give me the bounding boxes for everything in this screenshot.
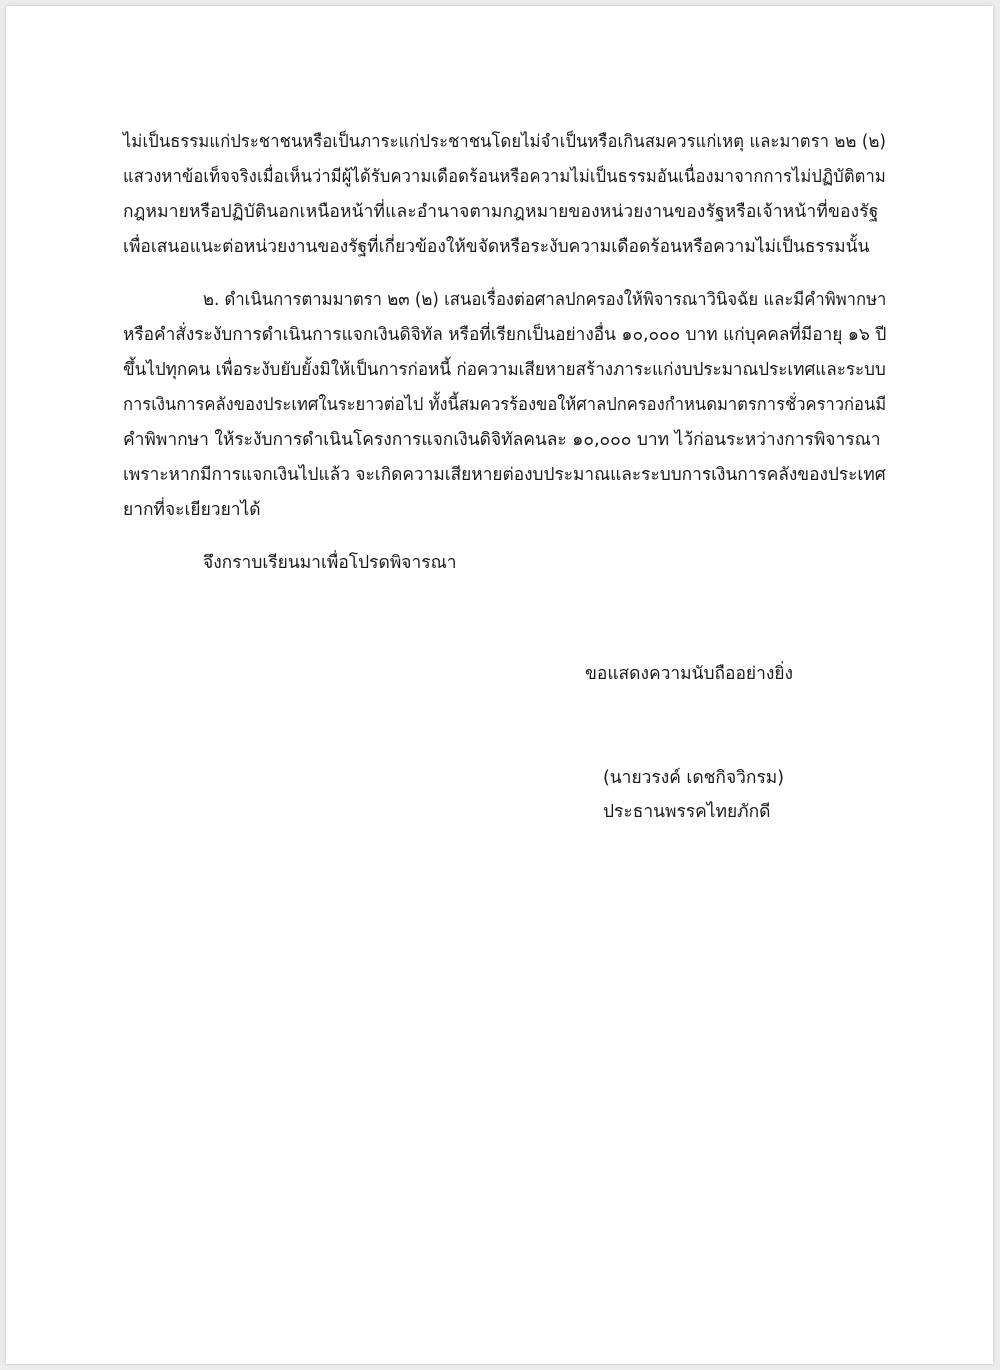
paragraph2-line-6: เพราะหากมีการแจกเงินไปแล้ว จะเกิดความเสียหายต่องบประมาณและระบบการเงินการคลังของประเทศ — [123, 465, 886, 485]
paragraph2-line-3: ขึ้นไปทุกคน เพื่อระงับยับยั้งมิให้เป็นการก่อหนี้ ก่อความเสียหายสร้างภาระแก่งบประมาณประเทศและระบบ — [123, 360, 886, 380]
paragraph2-line-1: ๒. ดำเนินการตามมาตรา ๒๓ (๒) เสนอเรื่องต่อศาลปกครองให้พิจารณาวินิจฉัย และมีคำพิพากษา — [203, 290, 887, 310]
paragraph1-line-3: กฎหมายหรือปฏิบัตินอกเหนือหน้าที่และอำนาจตามกฎหมายของหน่วยงานของรัฐหรือเจ้าหน้าที่ของรัฐ — [123, 202, 879, 222]
paragraph2-line-2: หรือคำสั่งระงับการดำเนินการแจกเงินดิจิทัล หรือที่เรียกเป็นอย่างอื่น ๑๐,๐๐๐ บาท แก่บุคคลที่มีอายุ ๑๖ ปี — [123, 325, 887, 345]
signer-name: (นายวรงค์ เดชกิจวิกรม) — [603, 768, 785, 788]
paragraph1-line-2: แสวงหาข้อเท็จจริงเมื่อเห็นว่ามีผู้ได้รับความเดือดร้อนหรือความไม่เป็นธรรมอันเนื่องมาจากการไม่ปฏิบัติตาม — [123, 167, 886, 187]
paragraph1-line-4: เพื่อเสนอแนะต่อหน่วยงานของรัฐที่เกี่ยวข้องให้ขจัดหรือระงับความเดือดร้อนหรือความไม่เป็นธรรมนั้น — [123, 237, 870, 257]
closing-line: จึงกราบเรียนมาเพื่อโปรดพิจารณา — [203, 553, 457, 573]
signer-title: ประธานพรรคไทยภักดี — [603, 802, 771, 822]
paragraph2-line-5: คำพิพากษา ให้ระงับการดำเนินโครงการแจกเงินดิจิทัลคนละ ๑๐,๐๐๐ บาท ไว้ก่อนระหว่างการพิจารณา — [123, 430, 881, 450]
document-sheet — [6, 6, 993, 1364]
regards-line: ขอแสดงความนับถืออย่างยิ่ง — [585, 664, 794, 684]
paragraph1-line-1: ไม่เป็นธรรมแก่ประชาชนหรือเป็นภาระแก่ประชาชนโดยไม่จำเป็นหรือเกินสมควรแก่เหตุ และมาตรา ๒๒ (๒) — [123, 132, 887, 152]
paragraph2-line-7: ยากที่จะเยียวยาได้ — [123, 500, 261, 520]
paragraph2-line-4: การเงินการคลังของประเทศในระยาวต่อไป ทั้งนี้สมควรร้องขอให้ศาลปกครองกำหนดมาตรการชั่วคราวก่อนมี — [123, 395, 887, 415]
